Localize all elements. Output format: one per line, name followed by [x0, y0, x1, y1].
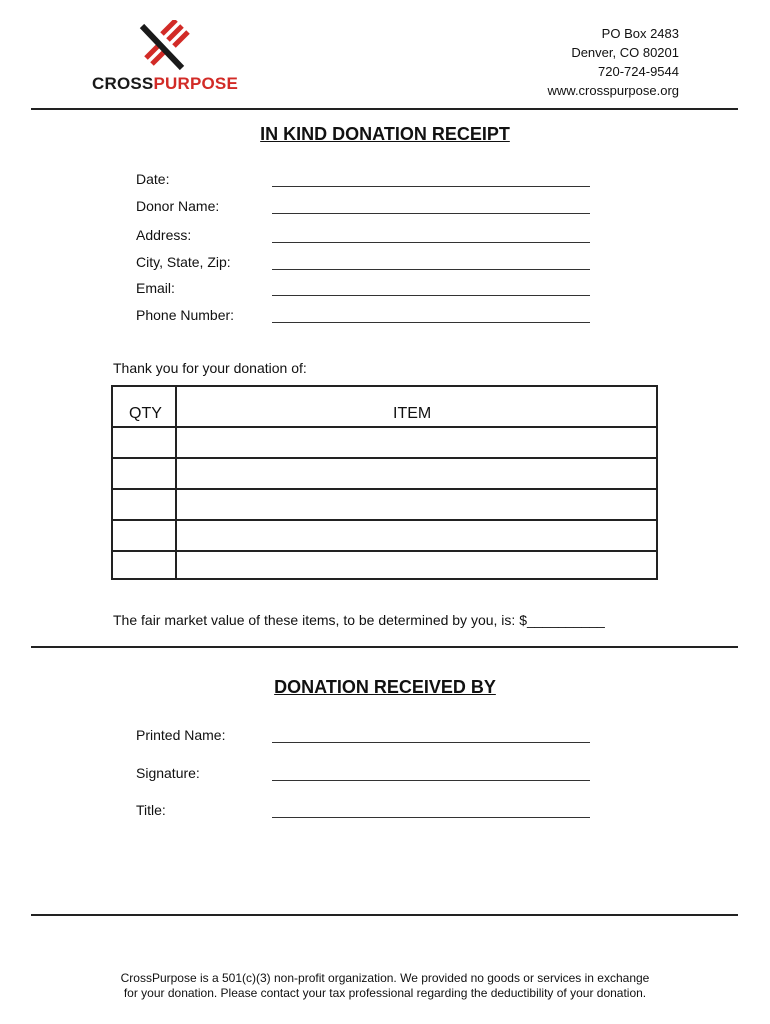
date-field[interactable]	[272, 186, 590, 187]
thanks-text: Thank you for your donation of:	[113, 360, 307, 376]
email-label: Email:	[136, 280, 175, 296]
city-state-zip-label: City, State, Zip:	[136, 254, 231, 270]
address-field[interactable]	[272, 242, 590, 243]
item-cell[interactable]	[177, 521, 656, 550]
logo-word-purpose: PURPOSE	[153, 74, 239, 93]
donor-name-label: Donor Name:	[136, 198, 220, 214]
signature-label: Signature:	[136, 765, 200, 781]
qty-cell[interactable]	[113, 428, 175, 457]
footer-note	[0, 971, 770, 1001]
item-cell[interactable]	[177, 552, 656, 578]
donation-table	[111, 385, 658, 580]
phone-label: Phone Number:	[136, 307, 235, 323]
address-po-box: PO Box 2483	[601, 26, 679, 41]
signature-field[interactable]	[272, 780, 590, 781]
item-cell[interactable]	[177, 428, 656, 457]
qty-cell[interactable]	[113, 552, 175, 578]
item-cell[interactable]	[177, 459, 656, 488]
date-label: Date:	[136, 171, 170, 187]
qty-header: QTY	[129, 405, 162, 422]
received-by-title: DONATION RECEIVED BY	[274, 677, 496, 697]
printed-name-label: Printed Name:	[136, 727, 226, 743]
email-field[interactable]	[272, 295, 590, 296]
qty-cell[interactable]	[113, 459, 175, 488]
logo-word-cross: CROSS	[92, 74, 154, 93]
title-field[interactable]	[272, 817, 590, 818]
title-label: Title:	[136, 802, 166, 818]
header-divider	[31, 108, 738, 110]
donor-name-field[interactable]	[272, 213, 590, 214]
org-address	[548, 24, 680, 100]
address-city: Denver, CO 80201	[571, 45, 679, 60]
footer-line: for your donation. Please contact your tax professional regarding the deductibility of your donation.	[123, 986, 647, 1000]
item-header: ITEM	[393, 405, 432, 422]
phone-field[interactable]	[272, 322, 590, 323]
printed-name-field[interactable]	[272, 742, 590, 743]
section-divider	[31, 646, 738, 648]
receipt-title: IN KIND DONATION RECEIPT	[260, 124, 510, 144]
fair-market-value-text: The fair market value of these items, to be determined by you, is: $__________	[113, 612, 605, 628]
footer-line: CrossPurpose is a 501(c)(3) non-profit organization. We provided no goods or services in exchange	[120, 971, 650, 985]
address-label: Address:	[136, 227, 192, 243]
logo-wordmark	[92, 74, 238, 94]
item-cell[interactable]	[177, 490, 656, 519]
address-phone: 720-724-9544	[598, 64, 679, 79]
city-state-zip-field[interactable]	[272, 269, 590, 270]
qty-cell[interactable]	[113, 521, 175, 550]
crosspurpose-logo-icon	[136, 20, 190, 72]
address-website[interactable]: www.crosspurpose.org	[547, 83, 679, 98]
qty-cell[interactable]	[113, 490, 175, 519]
footer-divider	[31, 914, 738, 916]
